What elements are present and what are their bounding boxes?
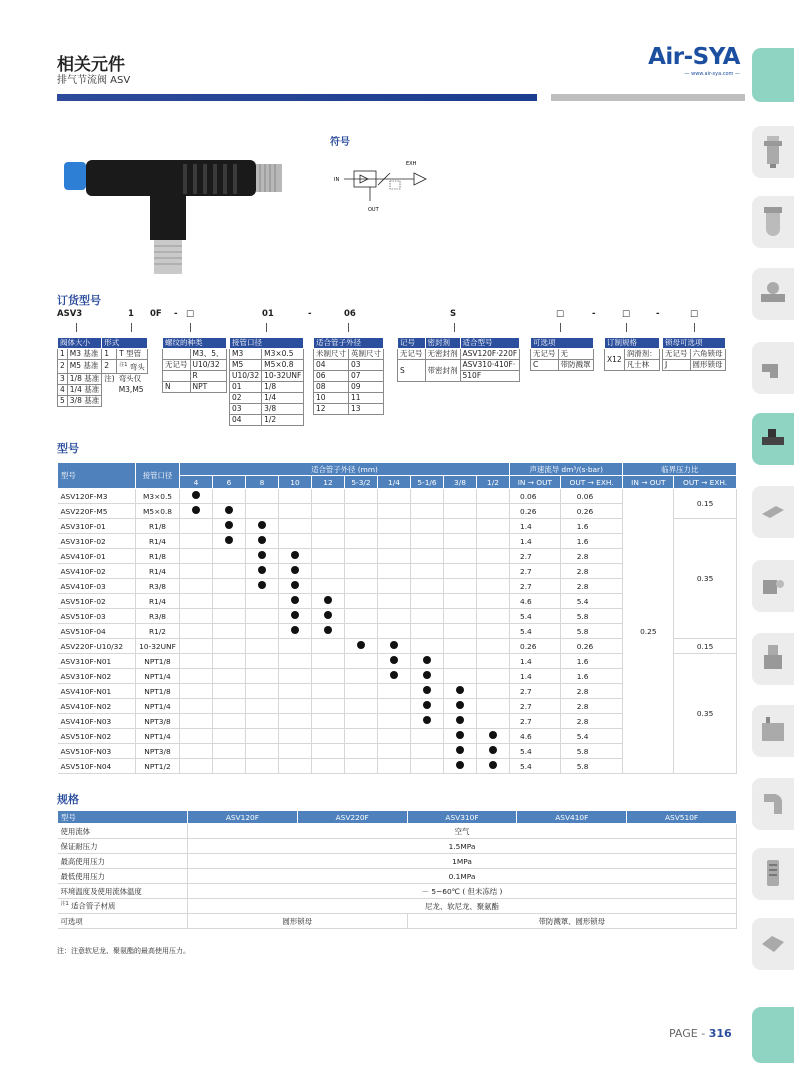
sidebar-tab-gripper[interactable] [752, 633, 794, 685]
flow-out: 0.26 [560, 504, 623, 519]
order-port-table: 接管口径 M3 M3×0.5 M5 M5×0.8 U10/32 10-32UNF 01 1/8 02 1/4 03 3/8 04 1/2 [229, 337, 304, 426]
model-name: ASV310F-N02 [58, 669, 136, 684]
flow-out: 2.8 [560, 564, 623, 579]
flow-in: 1.4 [510, 669, 561, 684]
order-code-thread: □ [186, 309, 195, 319]
order-code-dash: - [656, 309, 660, 319]
fit-dot [258, 536, 266, 544]
model-port: R3/8 [136, 609, 180, 624]
flow-subheader: IN → OUT [510, 476, 561, 489]
model-port: R1/4 [136, 594, 180, 609]
header-bar-gray [551, 94, 745, 101]
fit-dot [192, 506, 200, 514]
fit-dot [225, 506, 233, 514]
model-port: R1/2 [136, 624, 180, 639]
flow-in: 2.7 [510, 549, 561, 564]
tube-size-header: 1/2 [477, 476, 510, 489]
flow-out: 1.6 [560, 654, 623, 669]
flow-out: 2.8 [560, 684, 623, 699]
fit-dot [456, 731, 464, 739]
fit-dot [456, 686, 464, 694]
flow-out: 1.6 [560, 534, 623, 549]
model-name: ASV510F-03 [58, 609, 136, 624]
pneumatic-symbol [330, 155, 440, 215]
spec-label: 保证耐压力 [58, 839, 188, 854]
spec-row [58, 899, 737, 914]
fit-dot [291, 551, 299, 559]
flow-subheader: OUT → EXH. [560, 476, 623, 489]
model-port: NPT3/8 [136, 714, 180, 729]
order-code-seal: S [450, 309, 457, 319]
elbow-icon [758, 786, 788, 822]
specs-table [57, 810, 737, 929]
flow-in: 1.4 [510, 519, 561, 534]
flow-out: 0.26 [560, 639, 623, 654]
crit-subheader: OUT → EXH. [674, 476, 737, 489]
flow-out: 2.8 [560, 579, 623, 594]
flow-out: 1.6 [560, 519, 623, 534]
fit-dot [258, 566, 266, 574]
order-code-tube: 06 [344, 309, 356, 319]
sidebar-tab-filter[interactable] [752, 126, 794, 178]
fit-dot [192, 491, 200, 499]
fitting-icon [758, 350, 788, 386]
flow-out: 5.8 [560, 759, 623, 774]
model-name: ASV510F-N04 [58, 759, 136, 774]
flow-in: 2.7 [510, 564, 561, 579]
spec-row: 可选项 圆形锁母 带防溅罩、圆形锁母 [58, 914, 737, 929]
order-code-dash: - [592, 309, 596, 319]
order-code-type: 0F [150, 309, 162, 319]
actuator-icon [758, 568, 788, 604]
fit-dot [456, 716, 464, 724]
model-port: NPT1/4 [136, 669, 180, 684]
model-port: R1/8 [136, 519, 180, 534]
page-title: 相关元件 [57, 55, 125, 75]
model-name: ASV410F-01 [58, 549, 136, 564]
spec-label: $^{注1}$ 适合管子材质 [58, 899, 188, 914]
flow-in: 2.7 [510, 684, 561, 699]
model-name: ASV510F-N02 [58, 729, 136, 744]
sidebar-tab-silencer[interactable] [752, 848, 794, 900]
fit-dot [291, 626, 299, 634]
spec-header: ASV410F [517, 811, 627, 824]
cylinder-icon [758, 494, 788, 530]
gauge-icon [758, 926, 788, 962]
crit-out: 0.15 [674, 489, 737, 519]
flow-in: 1.4 [510, 534, 561, 549]
model-port: R1/4 [136, 534, 180, 549]
fit-dot [456, 761, 464, 769]
sidebar-tab-valve[interactable] [752, 413, 794, 465]
tube-size-header: 6 [213, 476, 246, 489]
model-name: ASV310F-N01 [58, 654, 136, 669]
header-bar [57, 94, 537, 101]
sidebar-tab-slide[interactable] [752, 705, 794, 757]
fit-dot [291, 611, 299, 619]
model-port: R3/8 [136, 579, 180, 594]
fit-dot [489, 731, 497, 739]
flow-in: 0.06 [510, 489, 561, 504]
order-title: 订货型号 [57, 294, 101, 307]
spec-header: 型号 [58, 811, 188, 824]
sidebar-tab-cylinder[interactable] [752, 486, 794, 538]
tube-size-header: 1/4 [378, 476, 411, 489]
flow-out: 2.8 [560, 699, 623, 714]
model-name: ASV410F-N02 [58, 699, 136, 714]
model-port: R1/4 [136, 564, 180, 579]
sidebar-tab-actuator[interactable] [752, 560, 794, 612]
order-code-port: 01 [262, 309, 274, 319]
spec-row [58, 824, 737, 839]
bottom-tab [752, 1007, 794, 1063]
spec-header: ASV510F [627, 811, 737, 824]
order-code-spec: □ [622, 309, 631, 319]
sidebar-tab-regulator[interactable] [752, 268, 794, 320]
flow-in: 2.7 [510, 714, 561, 729]
fit-dot [390, 671, 398, 679]
order-code-dash: - [174, 309, 178, 319]
fit-dot [456, 746, 464, 754]
fit-dot [291, 581, 299, 589]
flow-out: 5.8 [560, 744, 623, 759]
spec-value: 1.5MPa [188, 839, 737, 854]
flow-in: 2.7 [510, 579, 561, 594]
tube-size-header: 5-1/6 [411, 476, 444, 489]
spec-header: ASV310F [407, 811, 517, 824]
fit-dot [390, 641, 398, 649]
model-name: ASV220F-M5 [58, 504, 136, 519]
model-port: M5×0.8 [136, 504, 180, 519]
fit-dot [225, 536, 233, 544]
model-port: NPT1/4 [136, 729, 180, 744]
model-name: ASV120F-M3 [58, 489, 136, 504]
model-port: R1/8 [136, 549, 180, 564]
fit-dot [291, 566, 299, 574]
fit-dot [423, 716, 431, 724]
model-port: NPT1/8 [136, 654, 180, 669]
flow-in: 4.6 [510, 594, 561, 609]
fit-dot [357, 641, 365, 649]
flow-out: 5.8 [560, 609, 623, 624]
sidebar-tab-lubricator[interactable] [752, 196, 794, 248]
tube-size-header: 4 [180, 476, 213, 489]
fit-dot [258, 521, 266, 529]
spec-header: ASV120F [188, 811, 298, 824]
spec-label: 使用流体 [58, 824, 188, 839]
fit-dot [324, 626, 332, 634]
fit-dot [225, 521, 233, 529]
symbol-title: 符号 [330, 137, 350, 148]
sidebar-tab-elbow[interactable] [752, 778, 794, 830]
spec-value: 1MPa [188, 854, 737, 869]
page-subtitle: 排气节流阀 ASV [57, 75, 131, 86]
symbol-out-label: OUT [368, 207, 379, 213]
model-port: 10-32UNF [136, 639, 180, 654]
tube-size-header: 5-3/2 [345, 476, 378, 489]
model-port: NPT1/8 [136, 684, 180, 699]
order-spec-table: 订制规格 X12 润滑剂： 凡士林 [604, 337, 660, 371]
order-code-size: 1 [128, 309, 134, 319]
fit-dot [324, 596, 332, 604]
logo-url: — www.air-sya.com — [684, 71, 740, 77]
model-name: ASV510F-02 [58, 594, 136, 609]
order-code-series: ASV3 [57, 309, 83, 319]
tube-size-header: 10 [279, 476, 312, 489]
flow-out: 5.8 [560, 624, 623, 639]
top-tab [752, 48, 794, 102]
order-code-nut: □ [690, 309, 699, 319]
model-name: ASV310F-01 [58, 519, 136, 534]
flow-in: 5.4 [510, 609, 561, 624]
fit-dot [390, 656, 398, 664]
crit-out: 0.35 [674, 519, 737, 639]
valve-icon [758, 421, 788, 457]
crit-subheader: IN → OUT [623, 476, 674, 489]
fit-dot [456, 701, 464, 709]
slide-icon [758, 713, 788, 749]
fit-dot [258, 581, 266, 589]
flow-in: 0.26 [510, 639, 561, 654]
spec-label: 环境温度及使用流体温度 [58, 884, 188, 899]
spec-value: 空气 [188, 824, 737, 839]
fit-dot [258, 551, 266, 559]
spec-value: 尼龙、软尼龙、聚氨酯 [188, 899, 737, 914]
flow-in: 4.6 [510, 729, 561, 744]
model-port: NPT1/4 [136, 699, 180, 714]
fit-dot [489, 746, 497, 754]
flow-out: 5.4 [560, 729, 623, 744]
flow-in: 1.4 [510, 654, 561, 669]
fit-dot [324, 611, 332, 619]
sidebar-tab-gauge[interactable] [752, 918, 794, 970]
order-body-table: 阀体大小 形式 1 M3 基准 1 T 型管 2 M5 基准 2 $^{注1}$ 弯头 3 1/8 基准 注) 弯头仅 4 1/4 基准 M3,M5 5 3/8 基准 [57, 337, 148, 407]
model-name: ASV410F-N01 [58, 684, 136, 699]
flow-out: 0.06 [560, 489, 623, 504]
spec-row [58, 839, 737, 854]
fit-dot [489, 761, 497, 769]
model-port: NPT1/2 [136, 759, 180, 774]
order-nut-table: 锁母可选项 无记号 六角锁母 J 圆形锁母 [662, 337, 726, 371]
spec-row [58, 869, 737, 884]
specs-title: 规格 [57, 793, 79, 806]
spec-value: － 5~60℃ ( 但未冻结 ) [188, 884, 737, 899]
model-name: ASV410F-02 [58, 564, 136, 579]
crit-out: 0.15 [674, 639, 737, 654]
logo-text: Air-SYA [648, 44, 740, 70]
symbol-in-label: IN [334, 177, 340, 183]
fit-dot [423, 656, 431, 664]
page-number: PAGE - 316 [669, 1027, 732, 1040]
model-port: NPT3/8 [136, 744, 180, 759]
spec-row [58, 884, 737, 899]
order-thread-table: 螺纹的种类 M3、5、 无记号 U10/32 R N NPT [162, 337, 227, 393]
order-code-option: □ [556, 309, 565, 319]
flow-in: 0.26 [510, 504, 561, 519]
model-name: ASV310F-02 [58, 534, 136, 549]
brand-logo [640, 44, 740, 77]
fit-dot [423, 686, 431, 694]
spec-label: 最低使用压力 [58, 869, 188, 884]
fit-dot [423, 671, 431, 679]
sidebar-tab-fitting[interactable] [752, 342, 794, 394]
model-port: M3×0.5 [136, 489, 180, 504]
spec-row [58, 854, 737, 869]
flow-out: 5.4 [560, 594, 623, 609]
symbol-exh-label: EXH [406, 161, 417, 167]
fit-dot [291, 596, 299, 604]
silencer-icon [758, 856, 788, 892]
lubricator-icon [758, 204, 788, 240]
model-name: ASV510F-04 [58, 624, 136, 639]
crit-in: 0.25 [623, 489, 674, 774]
order-seal-table: 记号 密封剂 适合型号 无记号 无密封剂 ASV120F·220F S 带密封剂 ASV310·410F· 510F [397, 337, 520, 382]
footnote: 注：注意软尼龙、聚氨酯的最高使用压力。 [57, 947, 190, 955]
tube-size-header: 8 [246, 476, 279, 489]
fit-dot [423, 701, 431, 709]
spec-label: 最高使用压力 [58, 854, 188, 869]
flow-in: 5.4 [510, 624, 561, 639]
order-code-dash: - [308, 309, 312, 319]
flow-out: 1.6 [560, 669, 623, 684]
spec-header: ASV220F [297, 811, 407, 824]
models-table: 型号 接管口径 适合管子外径 (mm) 声速流导 dm³/(s·bar) 临界压力比 4 6 8 10 12 5-3/2 1/4 5-1/6 3/8 1/2 IN → OUT OUT → EXH. IN → OUT OUT → EXH. ASV120F-M3 M3×0.5 0.06 0.06 0.25 0.15 ASV220F-M5 M5×0.8 0.26 0.26 ASV310F-01 R1/8 1.4 1.6 0.35 ASV310F-02 R1/4 1.4 1.6 ASV410F-01 R1/8 2.7 2.8 ASV410F-02 R1/4 2.7 2.8 ASV410F-03 R3/8 2.7 2.8 ASV510F-02 R1/4 4.6 5.4 ASV510F-03 R3/8 5.4 5.8 ASV510F-04 R1/2 5.4 5.8 ASV220F-U10/32 10-32UNF 0.26 0.26 0.15 ASV310F-N01 NPT1/8 1.4 1.6 0.35 ASV310F-N02 NPT1/4 1.4 1.6 ASV410F-N01 NPT1/8 2.7 2.8 ASV410F-N02 NPT1/4 2.7 2.8 ASV410F-N03 NPT3/8 2.7 2.8 ASV510F-N02 NPT1/4 4.6 5.4 ASV510F-N03 NPT3/8 5.4 5.8 ASV510F-N04 NPT1/2 5.4 5.8 [57, 462, 737, 774]
models-title: 型号 [57, 442, 79, 455]
model-name: ASV220F-U10/32 [58, 639, 136, 654]
model-name: ASV410F-N03 [58, 714, 136, 729]
tube-size-header: 3/8 [444, 476, 477, 489]
flow-out: 2.8 [560, 714, 623, 729]
order-tube-table: 适合管子外径 米制尺寸 英制尺寸 04 03 06 07 08 09 10 11 12 13 [313, 337, 384, 415]
model-row [58, 489, 737, 504]
flow-out: 2.8 [560, 549, 623, 564]
regulator-icon [758, 276, 788, 312]
flow-in: 2.7 [510, 699, 561, 714]
filter-icon [758, 134, 788, 170]
spec-value: 0.1MPa [188, 869, 737, 884]
crit-out: 0.35 [674, 654, 737, 774]
tube-size-header: 12 [312, 476, 345, 489]
order-option-table: 可选项 无记号 无 C 带防溅罩 [530, 337, 594, 371]
model-name: ASV510F-N03 [58, 744, 136, 759]
gripper-icon [758, 641, 788, 677]
flow-in: 5.4 [510, 759, 561, 774]
flow-in: 5.4 [510, 744, 561, 759]
model-name: ASV410F-03 [58, 579, 136, 594]
product-image [58, 150, 308, 280]
